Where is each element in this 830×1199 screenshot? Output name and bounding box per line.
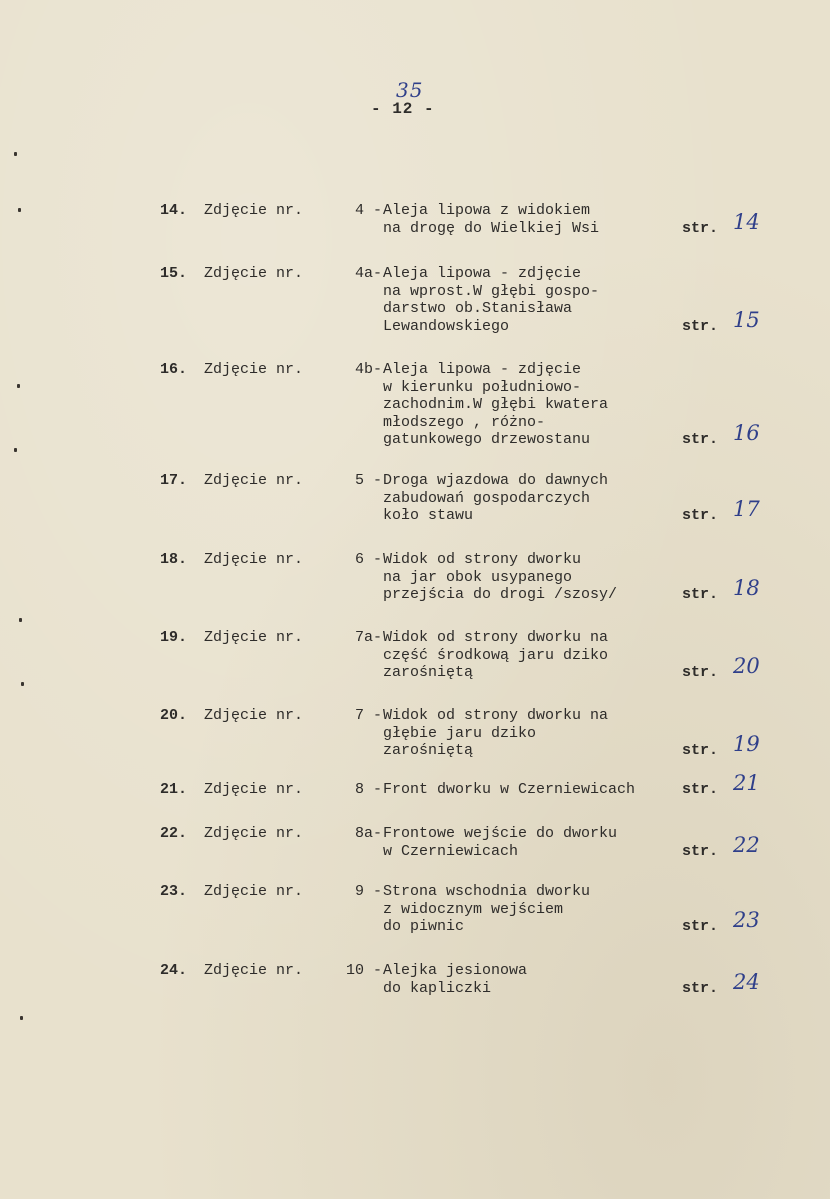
page-ref-number: 19 bbox=[733, 732, 760, 756]
description-line: zarośniętą bbox=[383, 742, 474, 759]
description-line: Aleja lipowa - zdjęcie bbox=[383, 265, 582, 282]
margin-mark bbox=[14, 152, 17, 156]
description-line: Alejka jesionowa bbox=[383, 962, 528, 979]
entry-number: 22. bbox=[160, 825, 188, 842]
entry-label: Zdjęcie nr. bbox=[204, 962, 304, 979]
entry-description bbox=[383, 551, 683, 604]
entry-description bbox=[383, 883, 683, 936]
entry-description bbox=[383, 962, 683, 997]
page-ref-label: str. bbox=[682, 979, 719, 997]
entry-number: 24. bbox=[160, 962, 188, 979]
typed-page-number: - 12 - bbox=[371, 100, 435, 118]
entry-number: 17. bbox=[160, 472, 188, 489]
page-ref-number: 18 bbox=[733, 576, 760, 600]
page-ref-label: str. bbox=[682, 781, 719, 798]
entry-label: Zdjęcie nr. bbox=[204, 472, 304, 489]
description-line: w kierunku południowo- bbox=[383, 378, 582, 396]
description-line: zabudowań gospodarczych bbox=[383, 489, 591, 507]
photo-number: 6 - bbox=[354, 551, 382, 568]
page-ref-label: str. bbox=[682, 507, 719, 524]
photo-number: 7 - bbox=[354, 707, 382, 724]
photo-number: 5 - bbox=[354, 472, 382, 489]
page-ref-label: str. bbox=[682, 219, 719, 237]
description-line: na drogę do Wielkiej Wsi bbox=[383, 219, 600, 237]
description-line: część środkową jaru dziko bbox=[383, 646, 609, 664]
description-line: Strona wschodnia dworku bbox=[383, 883, 591, 900]
description-line: Widok od strony dworku na bbox=[383, 629, 609, 646]
description-line: zarośniętą bbox=[383, 664, 474, 681]
description-line: Frontowe wejście do dworku bbox=[383, 825, 618, 842]
entry-number: 20. bbox=[160, 707, 188, 724]
entry-label: Zdjęcie nr. bbox=[204, 883, 304, 900]
description-line: Droga wjazdowa do dawnych bbox=[383, 472, 609, 489]
description-line: na wprost.W głębi gospo- bbox=[383, 282, 600, 300]
entry-label: Zdjęcie nr. bbox=[204, 265, 304, 282]
entry-number: 16. bbox=[160, 361, 188, 378]
photo-number: 7a- bbox=[354, 629, 382, 646]
description-line: do kapliczki bbox=[383, 979, 492, 997]
page-ref-number: 15 bbox=[733, 307, 760, 332]
page-ref-label: str. bbox=[682, 431, 719, 448]
margin-mark bbox=[17, 384, 20, 388]
description-line: głębie jaru dziko bbox=[383, 724, 537, 742]
margin-mark bbox=[18, 208, 21, 212]
page-ref-number: 24 bbox=[733, 969, 760, 994]
page-ref-label: str. bbox=[682, 664, 719, 681]
description-line: Widok od strony dworku na bbox=[383, 707, 609, 724]
page-ref-number: 17 bbox=[733, 497, 760, 521]
photo-number: 4b- bbox=[354, 361, 382, 378]
entry-label: Zdjęcie nr. bbox=[204, 629, 304, 646]
photo-number: 10 - bbox=[345, 962, 382, 979]
description-line: Widok od strony dworku bbox=[383, 551, 582, 568]
page-ref-number: 23 bbox=[733, 908, 760, 932]
entry-label: Zdjęcie nr. bbox=[204, 551, 304, 568]
entry-number: 14. bbox=[160, 202, 188, 219]
margin-mark bbox=[14, 448, 17, 452]
description-line: Aleja lipowa z widokiem bbox=[383, 202, 591, 219]
entry-description bbox=[383, 825, 683, 860]
page-ref-label: str. bbox=[682, 317, 719, 335]
photo-number: 8 - bbox=[354, 781, 382, 798]
entry-description bbox=[383, 781, 683, 799]
description-line: na jar obok usypanego bbox=[383, 568, 573, 586]
page-ref-number: 21 bbox=[733, 771, 760, 795]
entry-description bbox=[383, 707, 683, 760]
entry-number: 21. bbox=[160, 781, 188, 798]
entry-description bbox=[383, 361, 683, 449]
page-ref-label: str. bbox=[682, 842, 719, 860]
margin-mark bbox=[21, 682, 24, 686]
description-line: Front dworku w Czerniewicach bbox=[383, 781, 636, 798]
page-ref-number: 16 bbox=[733, 421, 760, 445]
entry-label: Zdjęcie nr. bbox=[204, 825, 304, 842]
margin-mark bbox=[19, 618, 22, 622]
entry-label: Zdjęcie nr. bbox=[204, 707, 304, 724]
page-ref-label: str. bbox=[682, 742, 719, 759]
photo-number: 9 - bbox=[354, 883, 382, 900]
entry-description bbox=[383, 202, 683, 237]
entry-number: 19. bbox=[160, 629, 188, 646]
entry-label: Zdjęcie nr. bbox=[204, 361, 304, 378]
photo-number: 8a- bbox=[354, 825, 382, 842]
description-line: zachodnim.W głębi kwatera bbox=[383, 396, 609, 413]
description-line: gatunkowego drzewostanu bbox=[383, 431, 591, 448]
entry-description bbox=[383, 629, 683, 682]
photo-number: 4a- bbox=[354, 265, 382, 282]
entry-description bbox=[383, 265, 683, 335]
entry-description bbox=[383, 472, 683, 525]
page-ref-number: 22 bbox=[733, 832, 760, 857]
description-line: do piwnic bbox=[383, 918, 465, 935]
description-line: przejścia do drogi /szosy/ bbox=[383, 586, 618, 603]
description-line: młodszego , różno- bbox=[383, 413, 546, 431]
entry-label: Zdjęcie nr. bbox=[204, 202, 304, 219]
entry-number: 15. bbox=[160, 265, 188, 282]
entry-number: 23. bbox=[160, 883, 188, 900]
page-ref-label: str. bbox=[682, 586, 719, 603]
description-line: Lewandowskiego bbox=[383, 317, 510, 335]
description-line: koło stawu bbox=[383, 507, 474, 524]
description-line: w Czerniewicach bbox=[383, 842, 519, 860]
handwritten-page-number: 35 bbox=[396, 78, 424, 102]
description-line: Aleja lipowa - zdjęcie bbox=[383, 361, 582, 378]
description-line: darstwo ob.Stanisława bbox=[383, 300, 573, 317]
page-ref-label: str. bbox=[682, 918, 719, 935]
margin-mark bbox=[20, 1016, 23, 1020]
description-line: z widocznym wejściem bbox=[383, 900, 564, 918]
photo-number: 4 - bbox=[354, 202, 382, 219]
entry-number: 18. bbox=[160, 551, 188, 568]
page-ref-number: 20 bbox=[733, 654, 760, 678]
page-ref-number: 14 bbox=[733, 209, 760, 234]
entry-label: Zdjęcie nr. bbox=[204, 781, 304, 798]
